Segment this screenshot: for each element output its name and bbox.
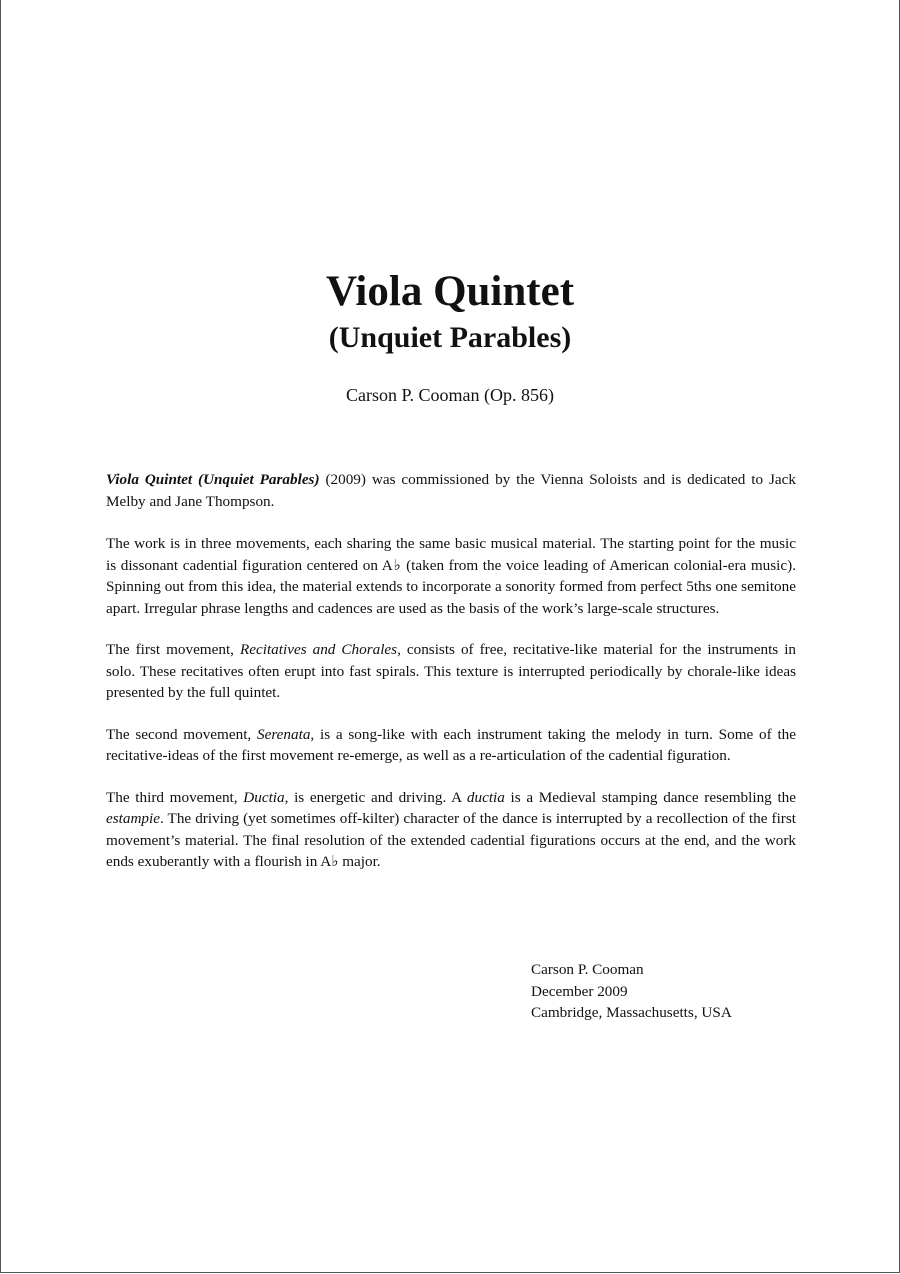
work-title-inline: Viola Quintet (Unquiet Parables) (106, 471, 320, 488)
notes-text: is a Medieval stamping dance resembling the (504, 788, 797, 806)
signature-block (531, 959, 732, 1024)
notes-paragraph-movement-3 (106, 787, 796, 873)
notes-text: (2009) was commissioned by the Vienna Soloists and is dedicated to Jack Melby and Jane Thompson. (106, 471, 796, 510)
movement-title-3: Ductia (243, 788, 285, 806)
notes-text: . The driving (yet sometimes off-kilter) character of the dance is interrupted by a recollection of the first movement’s material. The final resolution of the extended cadential figurations occurs at the end, and the work ends exuberantly with a flourish in A♭ major. (106, 810, 796, 870)
notes-text: , is a song-like with each instrument taking the melody in turn. Some of the recitative-ideas of the first movement re-emerge, as well as a re-articulation of the cadential figuration. (106, 725, 796, 764)
notes-paragraph-commission (106, 469, 796, 512)
term-ductia: ductia (466, 788, 505, 806)
notes-paragraph-movement-1 (106, 639, 796, 704)
notes-paragraph-movement-2 (106, 724, 796, 767)
page-title: Viola Quintet (325, 268, 575, 315)
signature-name: Carson P. Cooman (531, 961, 644, 978)
notes-text: The first movement, (106, 641, 240, 658)
notes-text: The third movement, (106, 788, 244, 806)
notes-text: , is energetic and driving. A (284, 788, 467, 806)
notes-text: The second movement, (106, 725, 257, 743)
notes-text: , consists of free, recitative-like material for the instruments in solo. These recitatives often erupt into fast spirals. This texture is interrupted periodically by chorale-like ideas presented by the full quintet. (106, 641, 797, 701)
signature-date: December 2009 (531, 982, 628, 1000)
page-subtitle: (Unquiet Parables) (328, 321, 572, 354)
movement-title-1: Recitatives and Chorales (239, 641, 398, 658)
composer-line: Carson P. Cooman (Op. 856) (346, 385, 554, 405)
notes-paragraph-structure (106, 533, 796, 619)
signature-place: Cambridge, Massachusetts, USA (531, 1004, 732, 1021)
notes-text: The work is in three movements, each sharing the same basic musical material. The starting point for the music is dissonant cadential figuration centered on A♭ (taken from the voice leading of American colonial-era music). Spinning out from this idea, the material extends to incorporate a sonority formed from perfect 5ths one semitone apart. Irregular phrase lengths and cadences are used as the basis of the work’s large-scale structures. (106, 535, 796, 617)
program-notes (106, 469, 796, 893)
movement-title-2: Serenata (256, 725, 311, 743)
term-estampie: estampie (106, 810, 160, 827)
